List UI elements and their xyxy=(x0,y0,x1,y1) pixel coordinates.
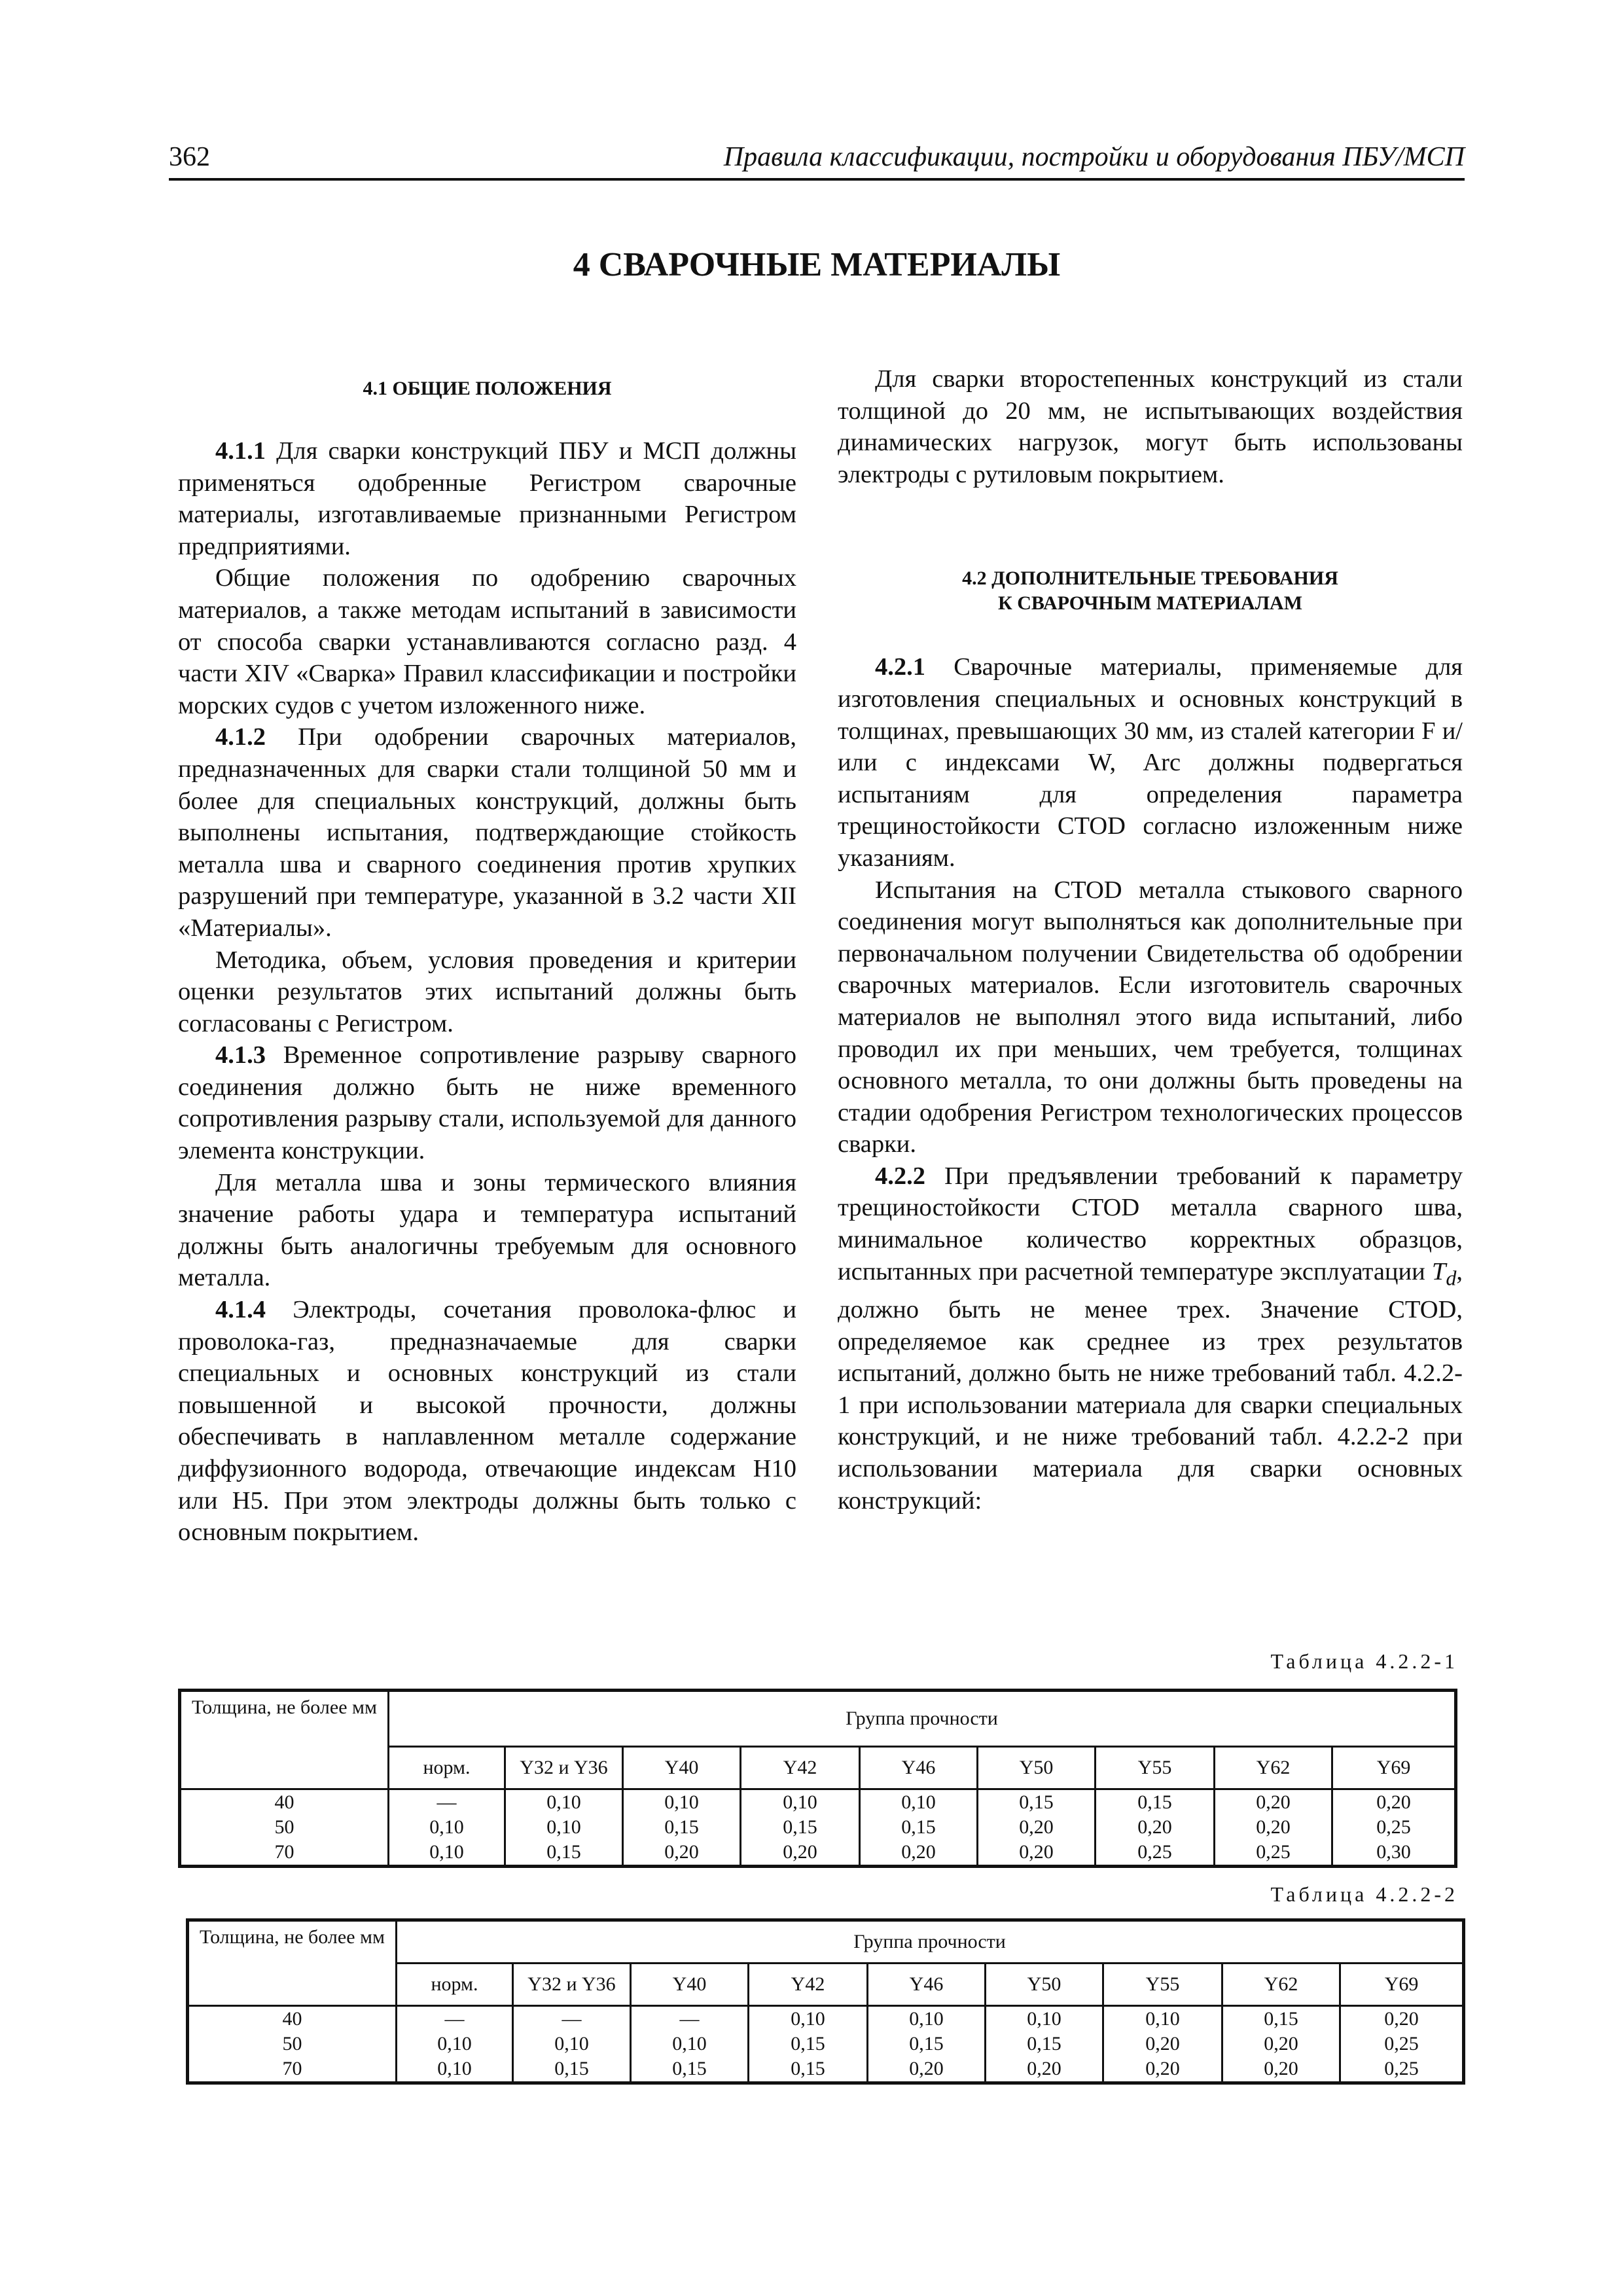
thickness-values: 40 50 70 xyxy=(188,2006,397,2083)
paragraph-text: Сварочные материалы, применяемые для изготовления специальных и основных конструкций в толщинах, превышающих 30 мм, из сталей категории F и/или с индексами W, Arc должны подвергаться испытаниям для определения параметра трещиностойкости CTOD согласно изложенным ниже указаниям. xyxy=(838,653,1463,872)
table-cell: — 0,10 0,15 xyxy=(513,2006,631,2083)
thickness-header: Толщина, не более мм xyxy=(188,1921,397,2006)
thickness-values: 40 50 70 xyxy=(181,1789,389,1866)
table-cell: 0,10 0,15 0,15 xyxy=(749,2006,868,2083)
column-header: Y69 xyxy=(1340,1964,1463,2006)
paragraph-4-2-2 xyxy=(838,1160,1463,1516)
table-caption: Таблица 4.2.2-2 xyxy=(1270,1882,1458,1906)
clause-number: 4.2.2 xyxy=(875,1162,925,1190)
paragraph-text: Электроды, сочетания проволока-флюс и проволока-газ, предназначаемые для сварки специальных и основных конструкций из стали повышенной и высокой прочности, должны обеспечивать в наплавленном металле содержание диффузионного водорода, отвечающие индексам H10 или H5. При этом электроды должны быть только с основным покрытием. xyxy=(178,1296,796,1547)
ctod-table-main xyxy=(187,1920,1464,2083)
column-header: Y46 xyxy=(860,1747,978,1789)
clause-number: 4.1.1 xyxy=(215,437,266,465)
table-cell: 0,15 0,20 0,25 xyxy=(1096,1789,1215,1866)
paragraph-text: , должно быть не менее трех. Значение CTOD, определяемое как среднее из трех результатов испытаний, должно быть не ниже требований табл. 4.2.2-1 при использовании материала для сварки специальных конструкций, и не ниже требований табл. 4.2.2-2 при использовании материала для сварки основных конструкций: xyxy=(838,1257,1463,1515)
section-4-1-heading: 4.1 ОБЩИЕ ПОЛОЖЕНИЯ xyxy=(363,378,612,399)
paragraph-4-1-2 xyxy=(178,721,796,944)
page-number: 362 xyxy=(169,142,210,172)
table-cell: 0,10 0,20 0,20 xyxy=(1103,2006,1222,2083)
strength-group-header: Группа прочности xyxy=(397,1921,1463,1964)
paragraph-text: При одобрении сварочных материалов, предназначенных для сварки стали толщиной 50 мм и более для специальных конструкций, должны быть выполнены испытания, подтверждающие стойкость металла шва и сварного соединения против хрупких разрушений при температуре, указанной в 3.2 части XII «Материалы». xyxy=(178,723,796,942)
column-header: Y50 xyxy=(986,1964,1103,2006)
column-header: норм. xyxy=(389,1747,505,1789)
table-cell: 0,20 0,25 0,30 xyxy=(1332,1789,1455,1866)
paragraph-text: Временное сопротивление разрыву сварного соединения должно быть не ниже временного сопротивления разрыву стали, используемой для данного элемента конструкции. xyxy=(178,1041,796,1165)
paragraph-text: При предъявлении требований к параметру трещиностойкости CTOD металла сварного шва, минимальное количество корректных образцов, испытанных при расчетной температуре эксплуатации xyxy=(838,1162,1463,1285)
clause-number: 4.1.4 xyxy=(215,1296,266,1324)
paragraph-text: Для сварки конструкций ПБУ и МСП должны применяться одобренные Регистром сварочные материалы, изготавливаемые признанными Регистром предприятиями. xyxy=(178,437,796,560)
chapter-title: 4 СВАРОЧНЫЕ МАТЕРИАЛЫ xyxy=(573,246,1061,283)
ctod-table-special xyxy=(179,1690,1456,1867)
thickness-header: Толщина, не более мм xyxy=(181,1691,389,1789)
column-header: норм. xyxy=(397,1964,513,2006)
clause-number: 4.1.3 xyxy=(215,1041,266,1069)
column-header: Y42 xyxy=(741,1747,860,1789)
column-header: Y50 xyxy=(978,1747,1096,1789)
paragraph-4-1-3 xyxy=(178,1039,796,1166)
table-cell: 0,20 0,20 0,25 xyxy=(1215,1789,1332,1866)
column-header: Y32 и Y36 xyxy=(505,1747,623,1789)
paragraph-ctod-tests: Испытания на CTOD металла стыкового сварного соединения могут выполняться как дополнительные при первоначальном получении Свидетельства об одобрении сварочных материалов. Если изготовитель сварочных материалов не выполнял этого вида испытаний, либо проводил их при меньших, чем требуется, толщинах основного металла, то они должны быть проведены на стадии одобрения Регистром технологических процессов сварки. xyxy=(838,876,1463,1158)
column-header: Y55 xyxy=(1096,1747,1215,1789)
table-cell: — 0,10 0,10 xyxy=(389,1789,505,1866)
column-header: Y42 xyxy=(749,1964,868,2006)
right-column xyxy=(838,363,1463,1516)
column-header: Y40 xyxy=(623,1747,741,1789)
running-header xyxy=(169,139,1465,181)
column-header: Y62 xyxy=(1222,1964,1340,2006)
table-cell: 0,15 0,20 0,20 xyxy=(978,1789,1096,1866)
paragraph-rutile: Для сварки второстепенных конструкций из стали толщиной до 20 мм, не испытывающих воздействия динамических нагрузок, могут быть использованы электроды с рутиловым покрытием. xyxy=(838,365,1463,488)
column-header: Y55 xyxy=(1103,1964,1222,2006)
running-title: Правила классификации, постройки и оборудования ПБУ/МСП xyxy=(723,142,1465,172)
column-header: Y46 xyxy=(868,1964,986,2006)
table-cell: 0,10 0,15 0,20 xyxy=(623,1789,741,1866)
left-column xyxy=(178,363,796,1549)
paragraph-4-2-1 xyxy=(838,651,1463,874)
table-cell: 0,10 0,10 0,15 xyxy=(505,1789,623,1866)
strength-group-header: Группа прочности xyxy=(389,1691,1455,1747)
section-4-2-heading-line2: К СВАРОЧНЫМ МАТЕРИАЛАМ xyxy=(997,592,1303,615)
table-cell: 0,10 0,15 0,20 xyxy=(741,1789,860,1866)
table-cell: 0,10 0,15 0,20 xyxy=(868,2006,986,2083)
paragraph-4-1-1 xyxy=(178,435,796,562)
symbol-td: $T_d$ xyxy=(1431,1257,1457,1290)
paragraph-general: Общие положения по одобрению сварочных материалов, а также методам испытаний в зависимости от способа сварки устанавливаются согласно разд. 4 части XIV «Сварка» Правил классификации и постройки морских судов с учетом изложенного ниже. xyxy=(178,564,796,719)
table-cell: 0,10 0,15 0,20 xyxy=(986,2006,1103,2083)
table-cell: 0,15 0,20 0,20 xyxy=(1222,2006,1340,2083)
table-cell: — 0,10 0,15 xyxy=(631,2006,749,2083)
table-cell: 0,10 0,15 0,20 xyxy=(860,1789,978,1866)
clause-number: 4.2.1 xyxy=(875,653,925,681)
section-4-2-heading-line1: 4.2 ДОПОЛНИТЕЛЬНЫЕ ТРЕБОВАНИЯ xyxy=(962,567,1338,590)
table-caption: Таблица 4.2.2-1 xyxy=(1270,1649,1458,1673)
paragraph-weld-metal: Для металла шва и зоны термического влияния значение работы удара и температура испытаний должны быть аналогичны требуемым для основного металла. xyxy=(178,1168,796,1292)
clause-number: 4.1.2 xyxy=(215,723,266,751)
table-cell: — 0,10 0,10 xyxy=(397,2006,513,2083)
column-header: Y40 xyxy=(631,1964,749,2006)
paragraph-4-1-4 xyxy=(178,1294,796,1549)
paragraph-methodology: Методика, объем, условия проведения и критерии оценки результатов этих испытаний должны быть согласованы с Регистром. xyxy=(178,946,796,1037)
column-header: Y69 xyxy=(1332,1747,1455,1789)
column-header: Y32 и Y36 xyxy=(513,1964,631,2006)
section-4-2-heading xyxy=(838,566,1463,616)
table-cell: 0,20 0,25 0,25 xyxy=(1340,2006,1463,2083)
column-header: Y62 xyxy=(1215,1747,1332,1789)
